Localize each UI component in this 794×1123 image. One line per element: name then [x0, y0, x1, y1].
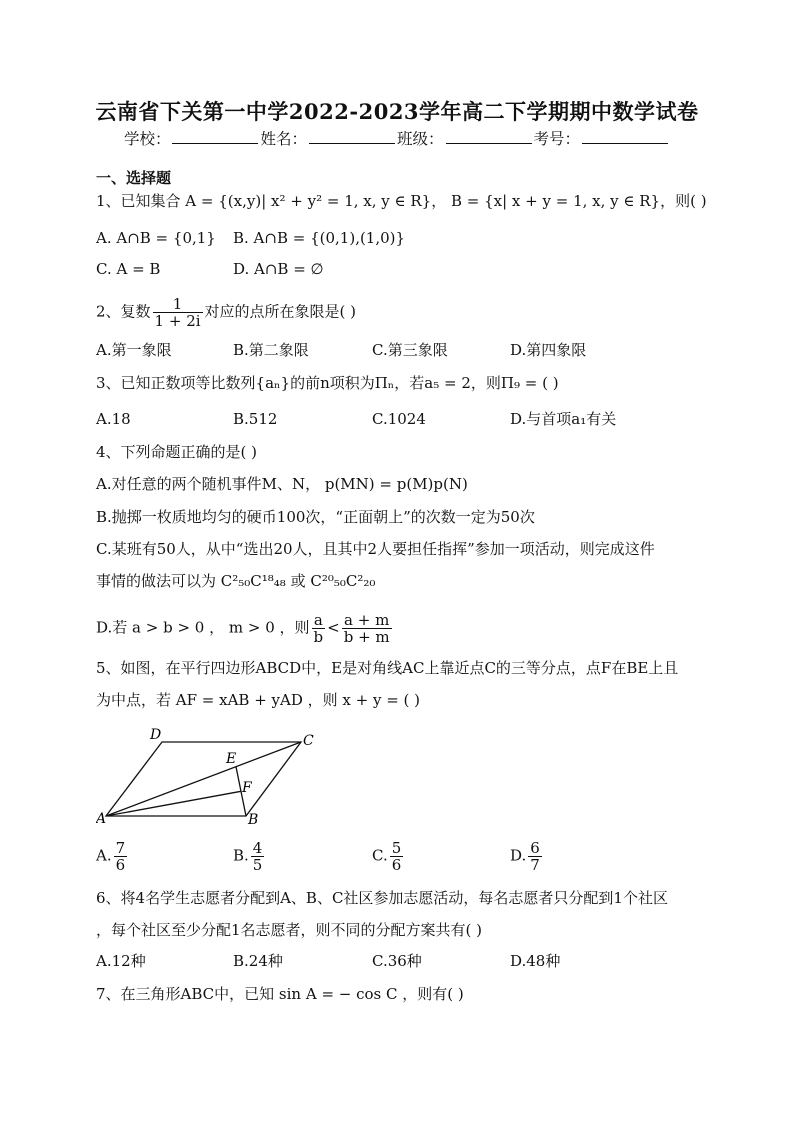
- q4-d-pre: D.若 a > b > 0 ， m > 0 ，则: [96, 618, 310, 637]
- q5-option-b: [233, 840, 266, 873]
- q2-option-c: C.第三象限: [372, 341, 448, 359]
- q2-stem: [96, 296, 356, 329]
- label-c: C: [303, 733, 314, 749]
- q6-option-d: D.48种: [510, 952, 561, 970]
- q4-d-frac-right: [342, 612, 392, 645]
- label-b: B: [248, 812, 259, 826]
- q1-option-d: D. A∩B = ∅: [233, 260, 324, 278]
- q5-b-pre: B.: [233, 846, 249, 865]
- q2-option-b: B.第二象限: [233, 341, 309, 359]
- q3-option-c: C.1024: [372, 410, 426, 428]
- q5-d-pre: D.: [510, 846, 527, 865]
- q5-d-den: 7: [530, 856, 540, 874]
- student-info-row: [0, 127, 794, 149]
- q6-option-b: B.24种: [233, 952, 283, 970]
- label-d: D: [150, 727, 162, 743]
- q4-option-a: A.对任意的两个随机事件M、N， p(MN) = p(M)p(N): [96, 475, 468, 493]
- q7-stem: 7、在三角形ABC中，已知 sin A = − cos C ，则有( ): [96, 985, 464, 1003]
- q2-stem-post: 对应的点所在象限是( ): [204, 302, 357, 321]
- q4-option-c-line2: 事情的做法可以为 C²₅₀C¹⁸₄₈ 或 C²⁰₅₀C²₂₀: [96, 572, 376, 590]
- q5-a-num: 7: [115, 839, 126, 857]
- school-label: 学校：: [123, 130, 171, 148]
- q6-stem-line2: ，每个社区至少分配1名志愿者，则不同的分配方案共有( ): [96, 921, 483, 939]
- q5-b-num: 4: [252, 839, 263, 857]
- q5-a-frac: [114, 840, 128, 873]
- q4-d-fb-num: a + m: [342, 612, 392, 629]
- q6-stem-line1: 6、将4名学生志愿者分配到A、B、C社区参加志愿活动，每名志愿者只分配到1个社区: [96, 889, 668, 907]
- q2-stem-pre: 2、复数: [96, 302, 151, 321]
- exam-title: 云南省下关第一中学2022-2023学年高二下学期期中数学试卷: [95, 99, 699, 124]
- q4-d-fb-den: b + m: [343, 628, 390, 646]
- q4-d-lt: <: [327, 618, 340, 637]
- q5-option-a: [96, 840, 129, 873]
- q5-a-den: 6: [115, 856, 126, 874]
- q5-option-d: [510, 840, 544, 873]
- q5-c-pre: C.: [372, 846, 388, 865]
- q6-option-a: A.12种: [96, 952, 146, 970]
- q5-d-frac: [528, 840, 542, 873]
- q5-d-num: 6: [530, 839, 540, 857]
- number-blank[interactable]: [582, 129, 668, 144]
- q2-option-d: D.第四象限: [510, 341, 587, 359]
- q5-a-pre: A.: [96, 846, 112, 865]
- q3-stem: 3、已知正数项等比数列{aₙ}的前n项积为Πₙ，若a₅ = 2，则Π₉ = ( ): [96, 374, 559, 392]
- q1-option-b: B. A∩B = {(0,1),(1,0)}: [233, 229, 406, 247]
- name-blank[interactable]: [309, 129, 395, 144]
- q5-stem-line2: 为中点，若 AF = xAB + yAD ，则 x + y = ( ): [96, 691, 421, 709]
- q5-b-frac: [251, 840, 265, 873]
- q4-d-fa-num: a: [312, 612, 326, 629]
- q4-option-b: B.抛掷一枚质地均匀的硬币100次，“正面朝上”的次数一定为50次: [96, 508, 535, 526]
- q5-option-c: [372, 840, 405, 873]
- q5-c-num: 5: [391, 839, 402, 857]
- class-label: 班级：: [397, 130, 444, 148]
- q2-frac-denominator: 1 + 2i: [154, 312, 201, 330]
- label-e: E: [226, 751, 237, 767]
- q4-d-fa-den: b: [313, 628, 324, 646]
- q5-b-den: 5: [252, 856, 263, 874]
- label-a: A: [96, 811, 107, 826]
- class-blank[interactable]: [446, 129, 532, 144]
- section-heading: 一、选择题: [96, 169, 172, 187]
- q1-option-a: A. A∩B = {0,1}: [96, 229, 216, 247]
- q1-option-c: C. A = B: [96, 260, 161, 278]
- school-blank[interactable]: [172, 129, 258, 144]
- q3-option-a: A.18: [96, 410, 131, 428]
- q5-c-frac: [390, 840, 404, 873]
- name-label: 姓名：: [260, 130, 307, 148]
- q6-option-c: C.36种: [372, 952, 422, 970]
- q1-stem: 1、已知集合 A = {(x,y)| x² + y² = 1, x, y ∈ R}， B = {x| x + y = 1, x, y ∈ R}，则( ): [96, 192, 707, 210]
- q5-stem-line1: 5、如图，在平行四边形ABCD中，E是对角线AC上靠近点C的三等分点，点F在BE上且: [96, 659, 679, 677]
- parallelogram-figure: [96, 726, 326, 826]
- q4-option-c-line1: C.某班有50人，从中“选出20人，且其中2人要担任指挥”参加一项活动，则完成这件: [96, 540, 655, 558]
- segment-af: [106, 791, 241, 816]
- q5-c-den: 6: [391, 856, 402, 874]
- q3-option-b: B.512: [233, 410, 278, 428]
- q4-stem: 4、下列命题正确的是( ): [96, 443, 258, 461]
- q2-option-a: A.第一象限: [96, 341, 172, 359]
- q2-frac-numerator: 1: [153, 296, 203, 313]
- q4-option-d: [96, 612, 394, 645]
- q4-d-frac-left: [312, 612, 326, 645]
- label-f: F: [242, 780, 252, 796]
- number-label: 考号：: [533, 130, 581, 148]
- q3-option-d: D.与首项a₁有关: [510, 410, 617, 428]
- q2-fraction: [153, 296, 203, 329]
- diagonal-ac: [106, 742, 301, 816]
